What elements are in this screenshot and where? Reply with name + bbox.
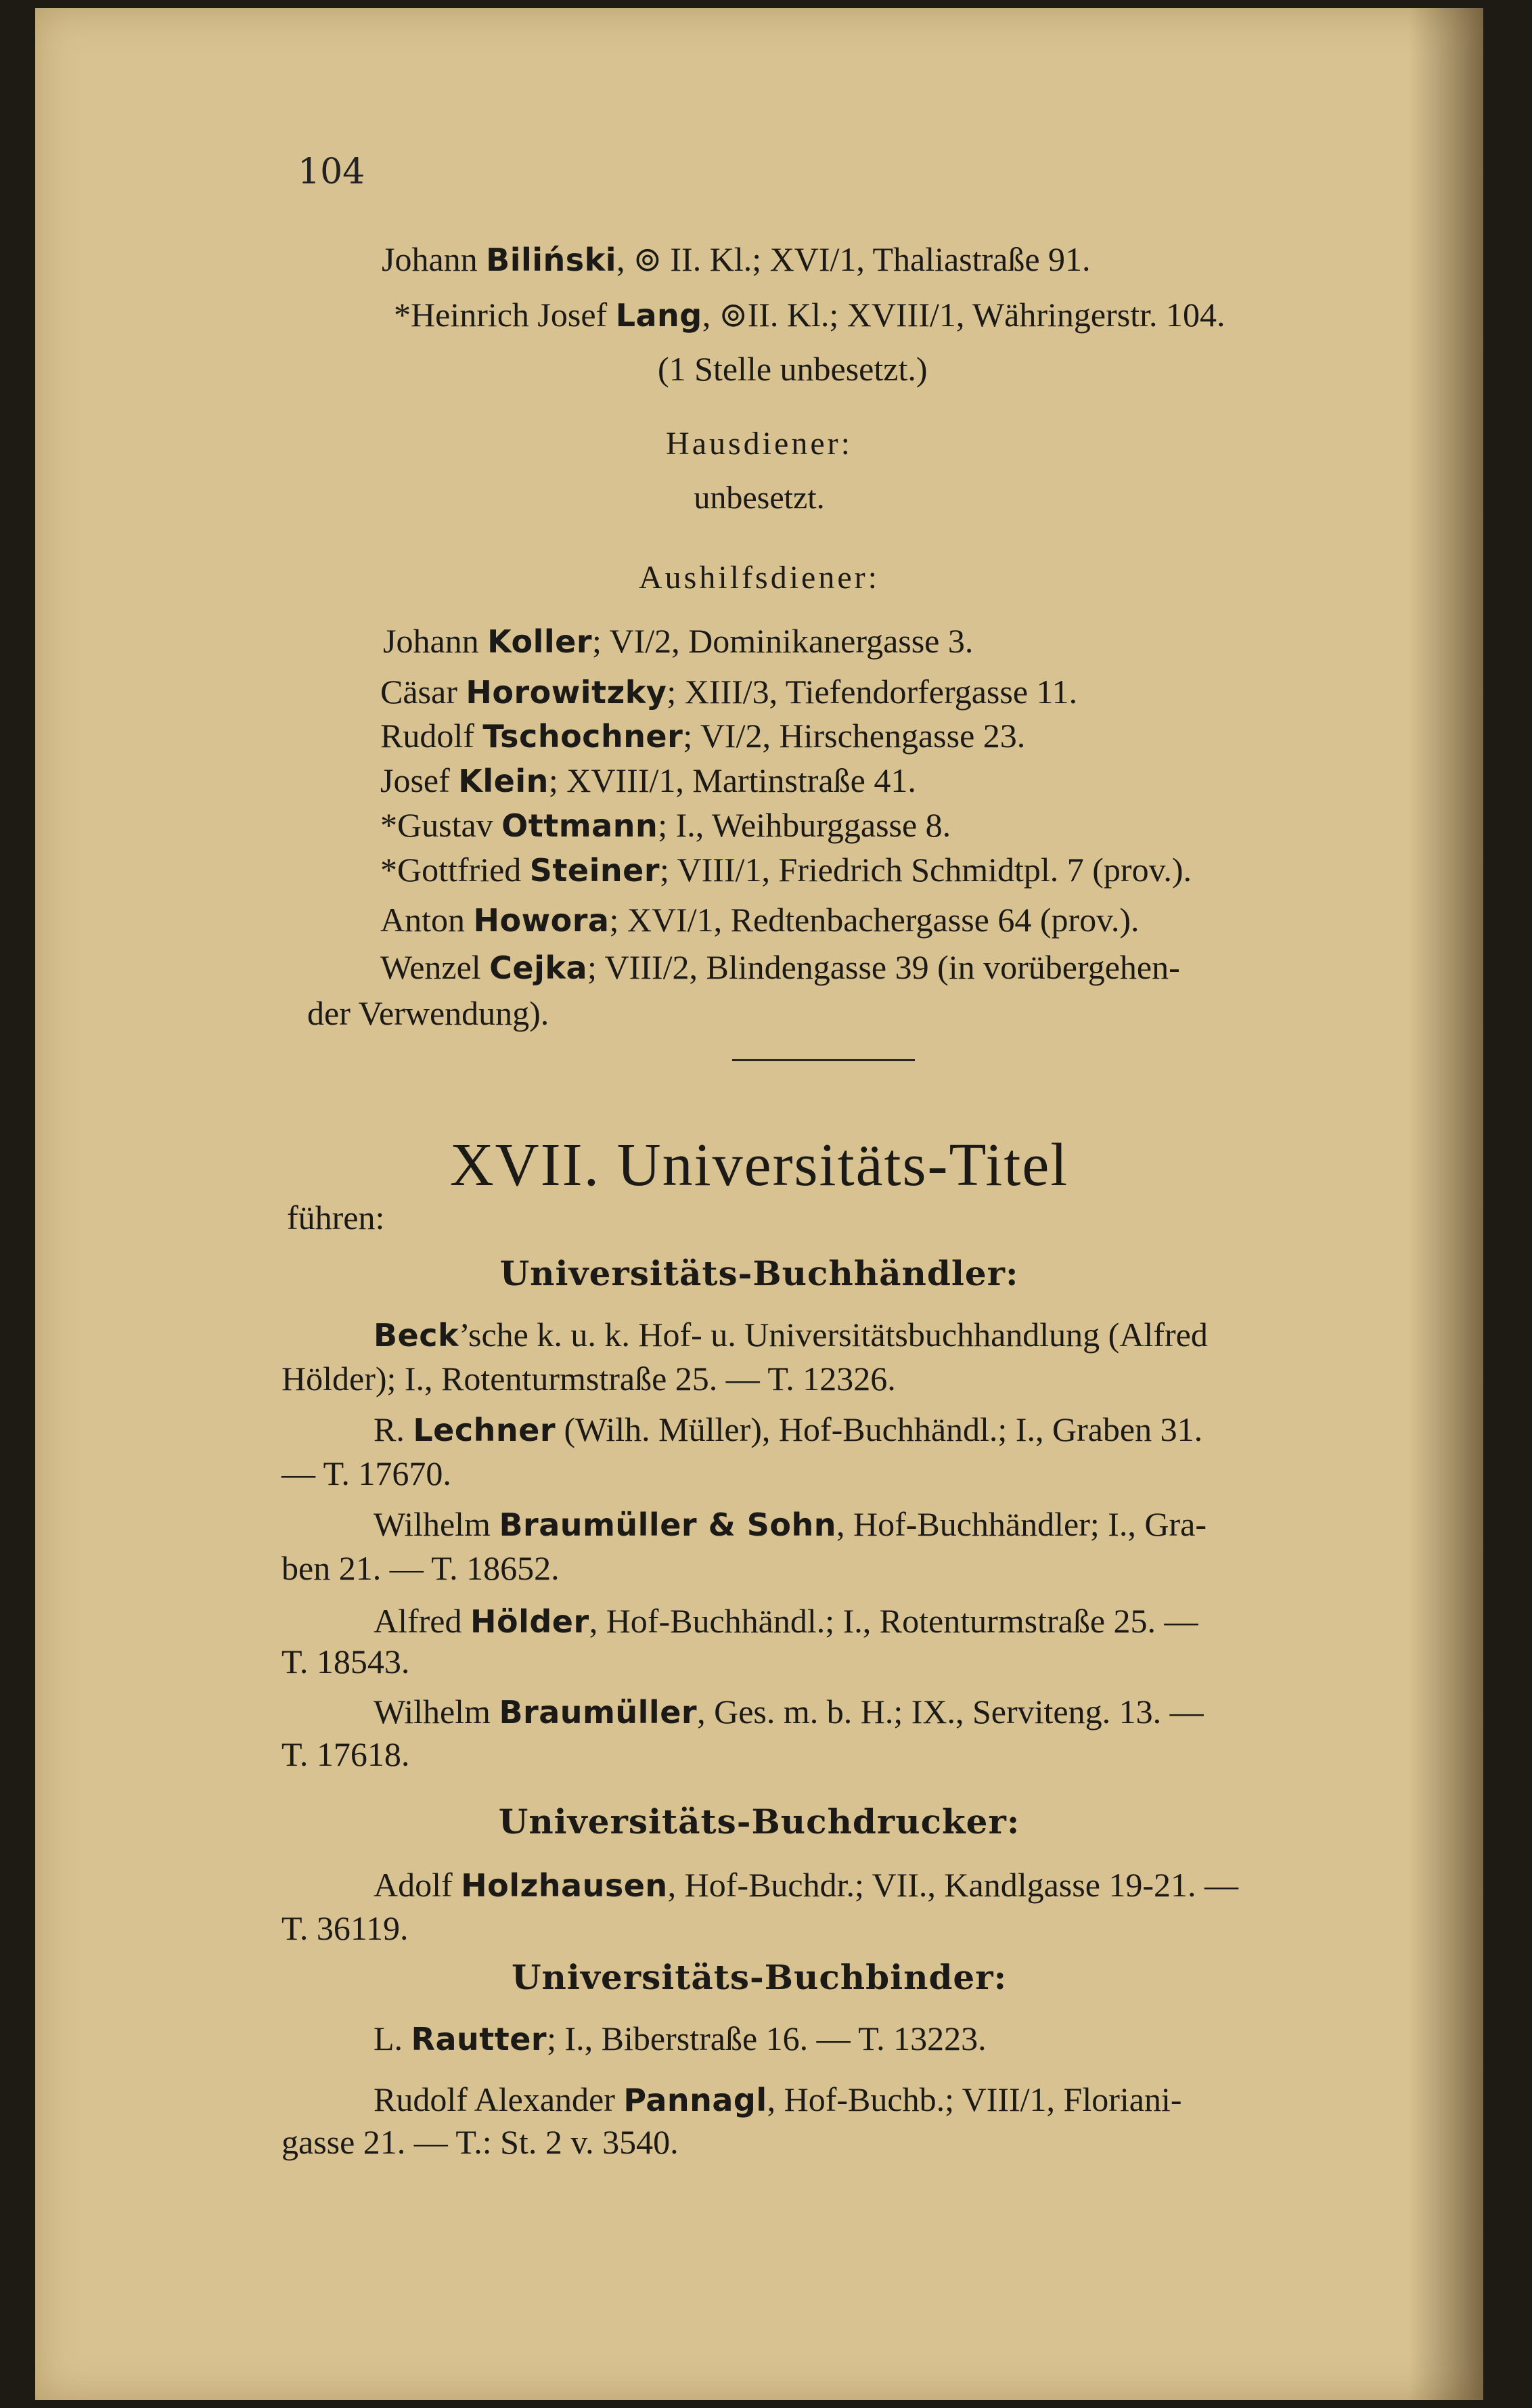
entry-line: Rudolf Alexander Pannagl, Hof-Buchb.; VIII/1, Floriani- <box>374 2080 1182 2118</box>
entry-line: *Gustav Ottmann; I., Weihburggasse 8. <box>380 806 951 844</box>
section-intro: führen: <box>287 1199 385 1236</box>
entry-line: T. 36119. <box>281 1909 409 1947</box>
entry-line: Rudolf Tschochner; VI/2, Hirschengasse 23. <box>380 717 1026 755</box>
aushilfsdiener-heading: Aushilfsdiener: <box>639 560 880 596</box>
entry-line: Adolf Holzhausen, Hof-Buchdr.; VII., Kandlgasse 19-21. — <box>374 1866 1239 1904</box>
buchbinder-heading: Universitäts-Buchbinder: <box>511 1957 1008 1997</box>
entry-line: Alfred Hölder, Hof-Buchhändl.; I., Rotenturmstraße 25. — <box>374 1602 1198 1640</box>
entry-line: Beck’sche k. u. k. Hof- u. Universitätsbuchhandlung (Alfred <box>374 1316 1208 1354</box>
hausdiener-heading: Hausdiener: <box>666 426 853 462</box>
entry-line: Wilhelm Braumüller & Sohn, Hof-Buchhändler; I., Gra- <box>374 1505 1207 1543</box>
entry-line: — T. 17670. <box>281 1454 451 1492</box>
entry-line: Hölder); I., Rotenturmstraße 25. — T. 12326. <box>281 1360 896 1398</box>
entry-line: R. Lechner (Wilh. Müller), Hof-Buchhändl.; I., Graben 31. <box>374 1410 1203 1448</box>
entry-line: *Gottfried Steiner; VIII/1, Friedrich Schmidtpl. 7 (prov.). <box>380 851 1192 889</box>
buchdrucker-heading: Universitäts-Buchdrucker: <box>498 1802 1020 1842</box>
buchhaendler-heading: Universitäts-Buchhändler: <box>499 1253 1019 1293</box>
entry-line: der Verwendung). <box>307 994 549 1032</box>
section-title: XVII. Universitäts-Titel <box>449 1132 1069 1199</box>
entry-line: *Heinrich Josef Lang, ⊚II. Kl.; XVIII/1, Währingerstr. 104. <box>394 296 1225 334</box>
entry-line: ben 21. — T. 18652. <box>281 1549 560 1587</box>
entry-line: Wilhelm Braumüller, Ges. m. b. H.; IX., Serviteng. 13. — <box>374 1693 1204 1731</box>
entry-line: T. 17618. <box>281 1735 410 1773</box>
entry-line: L. Rautter; I., Biberstraße 16. — T. 13223. <box>374 2020 987 2057</box>
entry-line: Anton Howora; XVI/1, Redtenbachergasse 64 (prov.). <box>380 901 1140 939</box>
entry-line: Josef Klein; XVIII/1, Martinstraße 41. <box>380 761 916 799</box>
entry-line: Cäsar Horowitzky; XIII/3, Tiefendorfergasse 11. <box>380 673 1078 711</box>
entry-line: T. 18543. <box>281 1643 410 1680</box>
page-spine-shadow <box>1409 8 1483 2400</box>
entry-line: (1 Stelle unbesetzt.) <box>658 350 928 388</box>
entry-line: Johann Biliński, ⊚ II. Kl.; XVI/1, Thaliastraße 91. <box>382 240 1091 278</box>
page-number: 104 <box>298 152 365 192</box>
book-page <box>35 8 1483 2400</box>
hausdiener-value: unbesetzt. <box>694 480 825 516</box>
entry-line: Wenzel Cejka; VIII/2, Blindengasse 39 (in vorübergehen- <box>380 948 1180 986</box>
entry-line: Johann Koller; VI/2, Dominikanergasse 3. <box>383 622 974 660</box>
section-divider <box>732 1059 915 1061</box>
entry-line: gasse 21. — T.: St. 2 v. 3540. <box>281 2123 679 2161</box>
